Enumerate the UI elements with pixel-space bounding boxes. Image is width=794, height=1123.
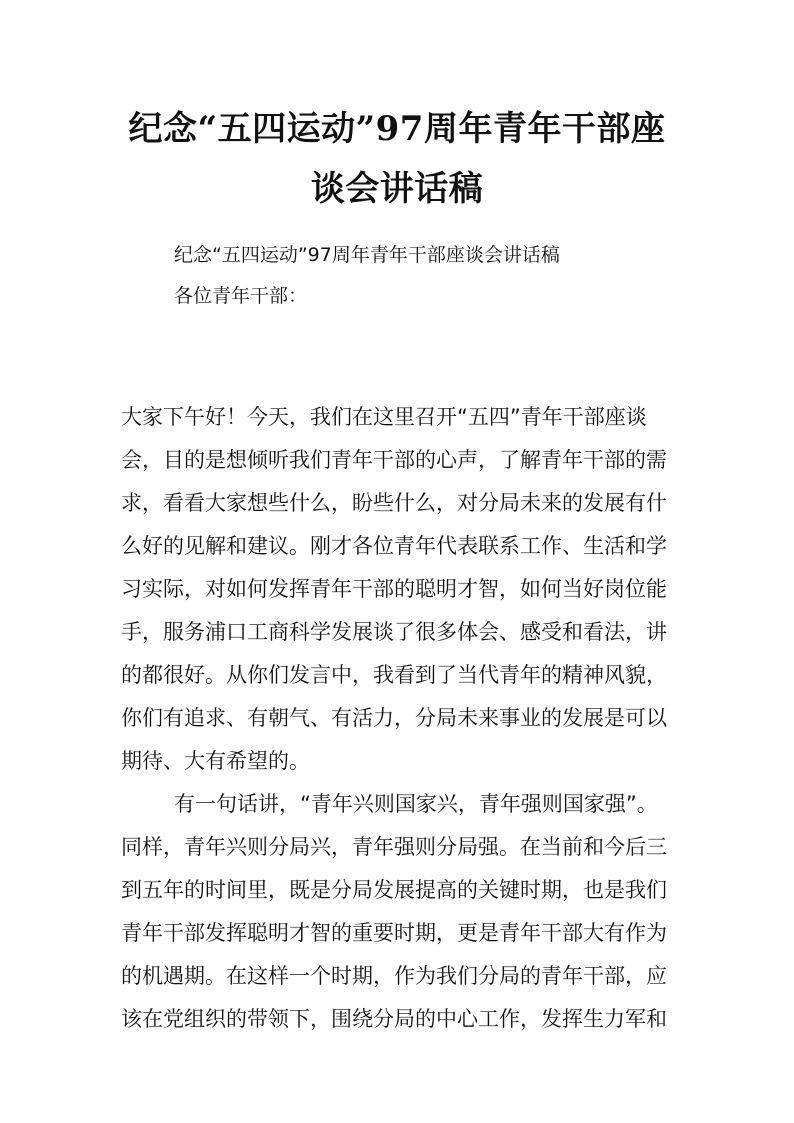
body-line: 到五年的时间里，既是分局发展提高的关键时期，也是我们 xyxy=(121,878,667,902)
body-line: 该在党组织的带领下，围绕分局的中心工作，发挥生力军和 xyxy=(121,1007,667,1031)
document-subtitle: 纪念“五四运动”97周年青年干部座谈会讲话稿 xyxy=(174,244,560,266)
body-line: 的都很好。从你们发言中，我看到了当代青年的精神风貌， xyxy=(121,663,667,687)
body-line: 习实际，对如何发挥青年干部的聪明才智，如何当好岗位能 xyxy=(121,577,667,601)
salutation: 各位青年干部： xyxy=(174,285,308,307)
body-line: 期待、大有希望的。 xyxy=(121,749,310,773)
body-line: 的机遇期。在这样一个时期，作为我们分局的青年干部，应 xyxy=(121,964,667,988)
body-line: 同样，青年兴则分局兴，青年强则分局强。在当前和今后三 xyxy=(121,835,667,859)
body-line: 大家下午好！今天，我们在这里召开“五四”青年干部座谈 xyxy=(121,405,647,429)
body-line: 手，服务浦口工商科学发展谈了很多体会、感受和看法，讲 xyxy=(121,620,667,644)
document-title-line-1: 纪念“五四运动”97周年青年干部座 xyxy=(128,109,666,149)
body-line: 你们有追求、有朝气、有活力，分局未来事业的发展是可以 xyxy=(121,706,667,730)
body-line: 求，看看大家想些什么，盼些什么，对分局未来的发展有什 xyxy=(121,491,667,515)
body-line: 么好的见解和建议。刚才各位青年代表联系工作、生活和学 xyxy=(121,534,667,558)
body-line: 有一句话讲，“青年兴则国家兴，青年强则国家强”。 xyxy=(174,792,658,816)
body-line: 会，目的是想倾听我们青年干部的心声，了解青年干部的需 xyxy=(121,448,667,472)
body-line: 青年干部发挥聪明才智的重要时期，更是青年干部大有作为 xyxy=(121,921,667,945)
document-title-line-2: 谈会讲话稿 xyxy=(310,169,484,209)
